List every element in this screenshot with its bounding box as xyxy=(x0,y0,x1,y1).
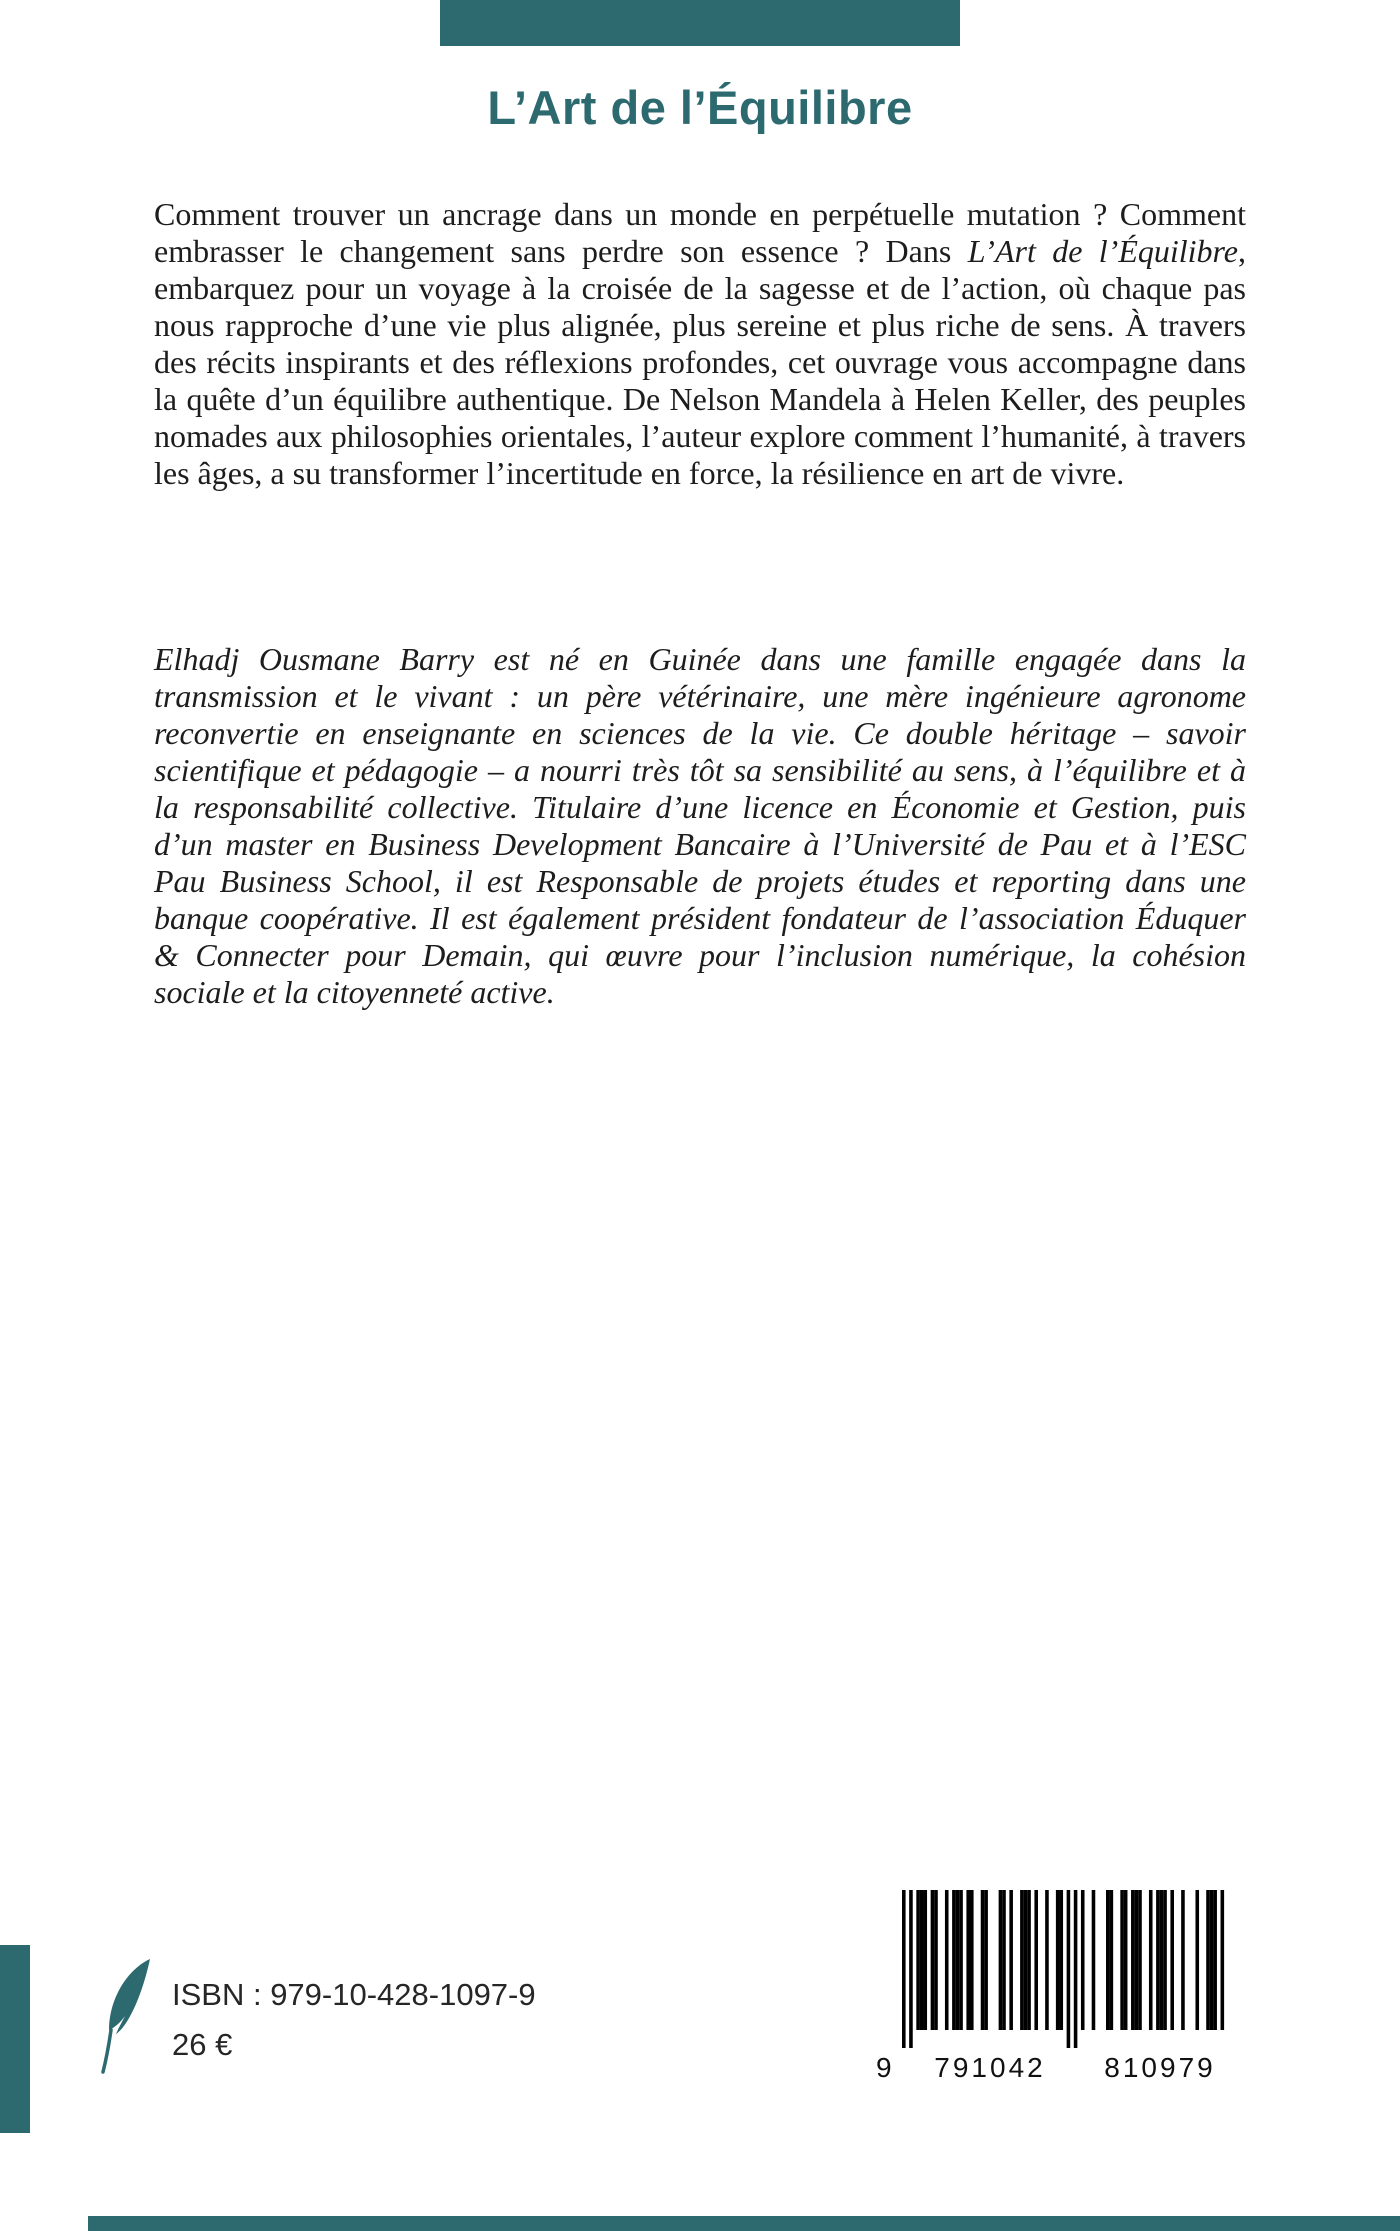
inline-book-title: L’Art de l’Équilibre xyxy=(967,233,1239,269)
barcode-digit-group-3: 810979 xyxy=(1104,2052,1216,2083)
synopsis-text-lead: Comment trouver un ancrage dans un monde en perpétuelle mutation ? Comment embrasser le changement sans perdre son essence ? Dans xyxy=(154,196,1246,269)
barcode-bars xyxy=(902,1890,1242,2050)
book-title: L’Art de l’Équilibre xyxy=(487,81,913,134)
barcode-digit-group-2: 791042 xyxy=(934,2052,1046,2083)
feather-icon xyxy=(100,1956,158,2078)
top-accent-block xyxy=(440,0,960,46)
bottom-accent-bar xyxy=(88,2216,1400,2231)
imprint-block xyxy=(172,1970,536,2070)
barcode-digit-group-1: 9 xyxy=(876,2052,892,2083)
barcode xyxy=(876,1890,1242,2090)
barcode-number xyxy=(876,2046,1242,2090)
synopsis-text-rest: , embarquez pour un voyage à la croisée de la sagesse et de l’action, où chaque pas nous rapproche d’une vie plus alignée, plus sereine et plus riche de sens. À travers des récits inspirants et des réflexions profondes, cet ouvrage vous accompagne dans la quête d’un équilibre authentique. De Nelson Mandela à Helen Keller, des peuples nomades aux philosophies orientales, l’auteur explore comment l’humanité, à travers les âges, a su transformer l’incertitude en force, la résilience en art de vivre. xyxy=(154,233,1247,491)
price-text: 26 € xyxy=(172,2027,233,2062)
author-bio-paragraph: Elhadj Ousmane Barry est né en Guinée dans une famille engagée dans la transmission et le vivant : un père vétérinaire, une mère ingénieure agronome reconvertie en enseignante en sciences de la vie. Ce double héritage – savoir scientifique et pédagogie – a nourri très tôt sa sensibilité au sens, à l’équilibre et à la responsabilité collective. Titulaire d’une licence en Économie et Gestion, puis d’un master en Business Development Bancaire à l’Université de Pau et à l’ESC Pau Business School, il est Responsable de projets études et reporting dans une banque coopérative. Il est également président fondateur de l’association Éduquer & Connecter pour Demain, qui œuvre pour l’inclusion numérique, la cohésion sociale et la citoyenneté active. xyxy=(154,641,1246,1010)
isbn-text: ISBN : 979-10-428-1097-9 xyxy=(172,1977,536,2012)
synopsis-paragraph xyxy=(154,196,1246,492)
left-accent-bar xyxy=(0,1945,30,2133)
